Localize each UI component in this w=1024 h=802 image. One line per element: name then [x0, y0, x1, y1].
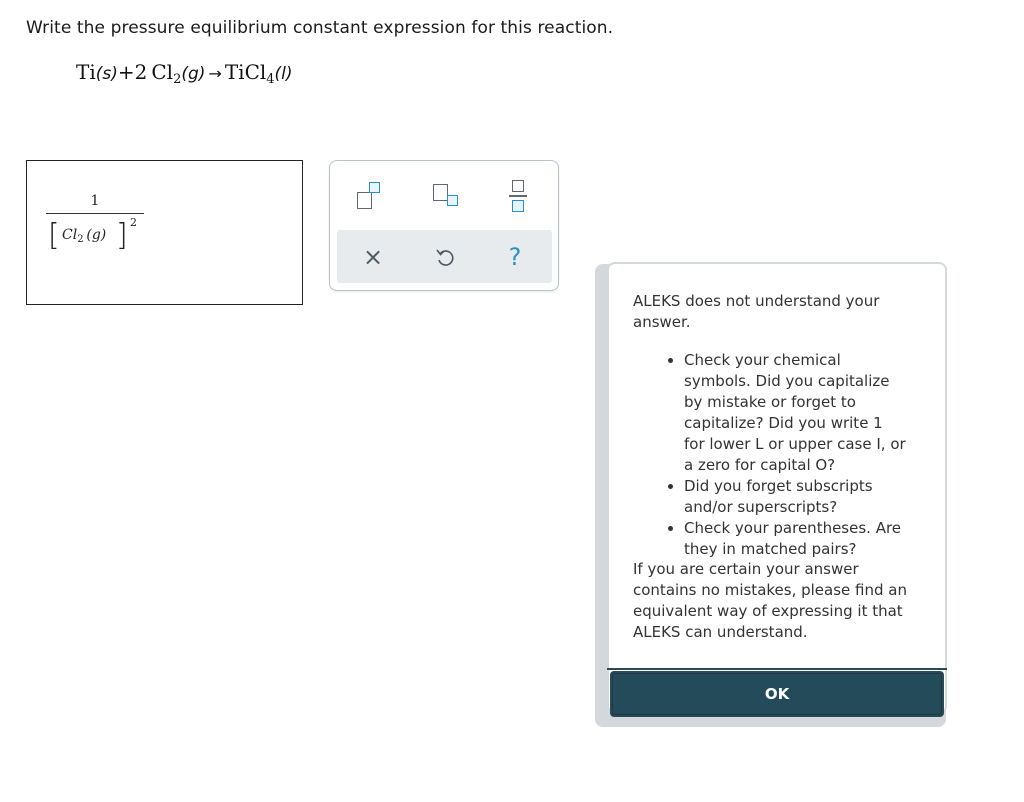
- fraction-numerator[interactable]: 1: [90, 193, 100, 209]
- exponent[interactable]: 2: [130, 216, 137, 229]
- subscript-icon: [424, 177, 460, 213]
- undo-button[interactable]: [429, 240, 461, 274]
- product-ticl4: TiCl: [224, 60, 267, 84]
- ok-button[interactable]: OK: [612, 673, 942, 715]
- fraction-bar: [46, 213, 144, 214]
- reaction-arrow-icon: →: [208, 64, 222, 83]
- divider: [607, 668, 947, 670]
- reactant-chlorine: Cl: [151, 60, 174, 84]
- species-state: (g): [86, 227, 107, 243]
- math-keypad: [329, 160, 559, 291]
- state-label: (g): [181, 64, 206, 84]
- close-icon: ×: [362, 243, 384, 271]
- subscript: 2: [173, 72, 182, 87]
- subscript: 4: [266, 72, 275, 87]
- right-bracket: ]: [116, 218, 128, 253]
- fraction-icon: [500, 177, 536, 217]
- superscript-icon: [348, 177, 384, 213]
- left-bracket: [: [48, 218, 60, 253]
- feedback-closing: If you are certain your answer contains no mistakes, please find an equivalent way of expressing it that ALEKS can understand.: [633, 560, 907, 641]
- feedback-tips-list: [657, 350, 907, 560]
- feedback-panel: [607, 262, 947, 714]
- help-icon: ?: [508, 243, 522, 271]
- state-label: (l): [274, 64, 293, 84]
- fraction-denominator[interactable]: [46, 216, 144, 254]
- answer-input-box[interactable]: [26, 160, 303, 305]
- undo-icon: [434, 246, 456, 268]
- clear-button[interactable]: [357, 240, 389, 274]
- list-item: • Check your parentheses. Are they in matched pairs?: [684, 518, 907, 560]
- question-prompt: Write the pressure equilibrium constant expression for this reaction.: [26, 18, 614, 38]
- subscript-button[interactable]: [424, 177, 460, 213]
- reactant-titanium: Ti: [76, 60, 96, 84]
- coefficient: 2: [134, 60, 148, 84]
- plus-sign: +: [117, 60, 135, 84]
- answer-fraction[interactable]: [46, 191, 144, 254]
- help-button[interactable]: [499, 240, 531, 274]
- feedback-intro: ALEKS does not understand your answer.: [633, 292, 880, 331]
- superscript-button[interactable]: [348, 177, 384, 213]
- state-label: (s): [95, 64, 118, 84]
- chemical-equation: [76, 60, 293, 87]
- keypad-action-row: [337, 230, 552, 283]
- species-subscript: 2: [77, 234, 84, 245]
- species-symbol: Cl: [62, 227, 78, 243]
- list-item: • Did you forget subscripts and/or superscripts?: [684, 476, 907, 518]
- denominator-species[interactable]: [62, 227, 106, 245]
- list-item: • Check your chemical symbols. Did you capitalize by mistake or forget to capitalize? Did you write 1 for lower L or upper case I, or a zero for capital O?: [684, 350, 907, 476]
- fraction-button[interactable]: [500, 177, 536, 217]
